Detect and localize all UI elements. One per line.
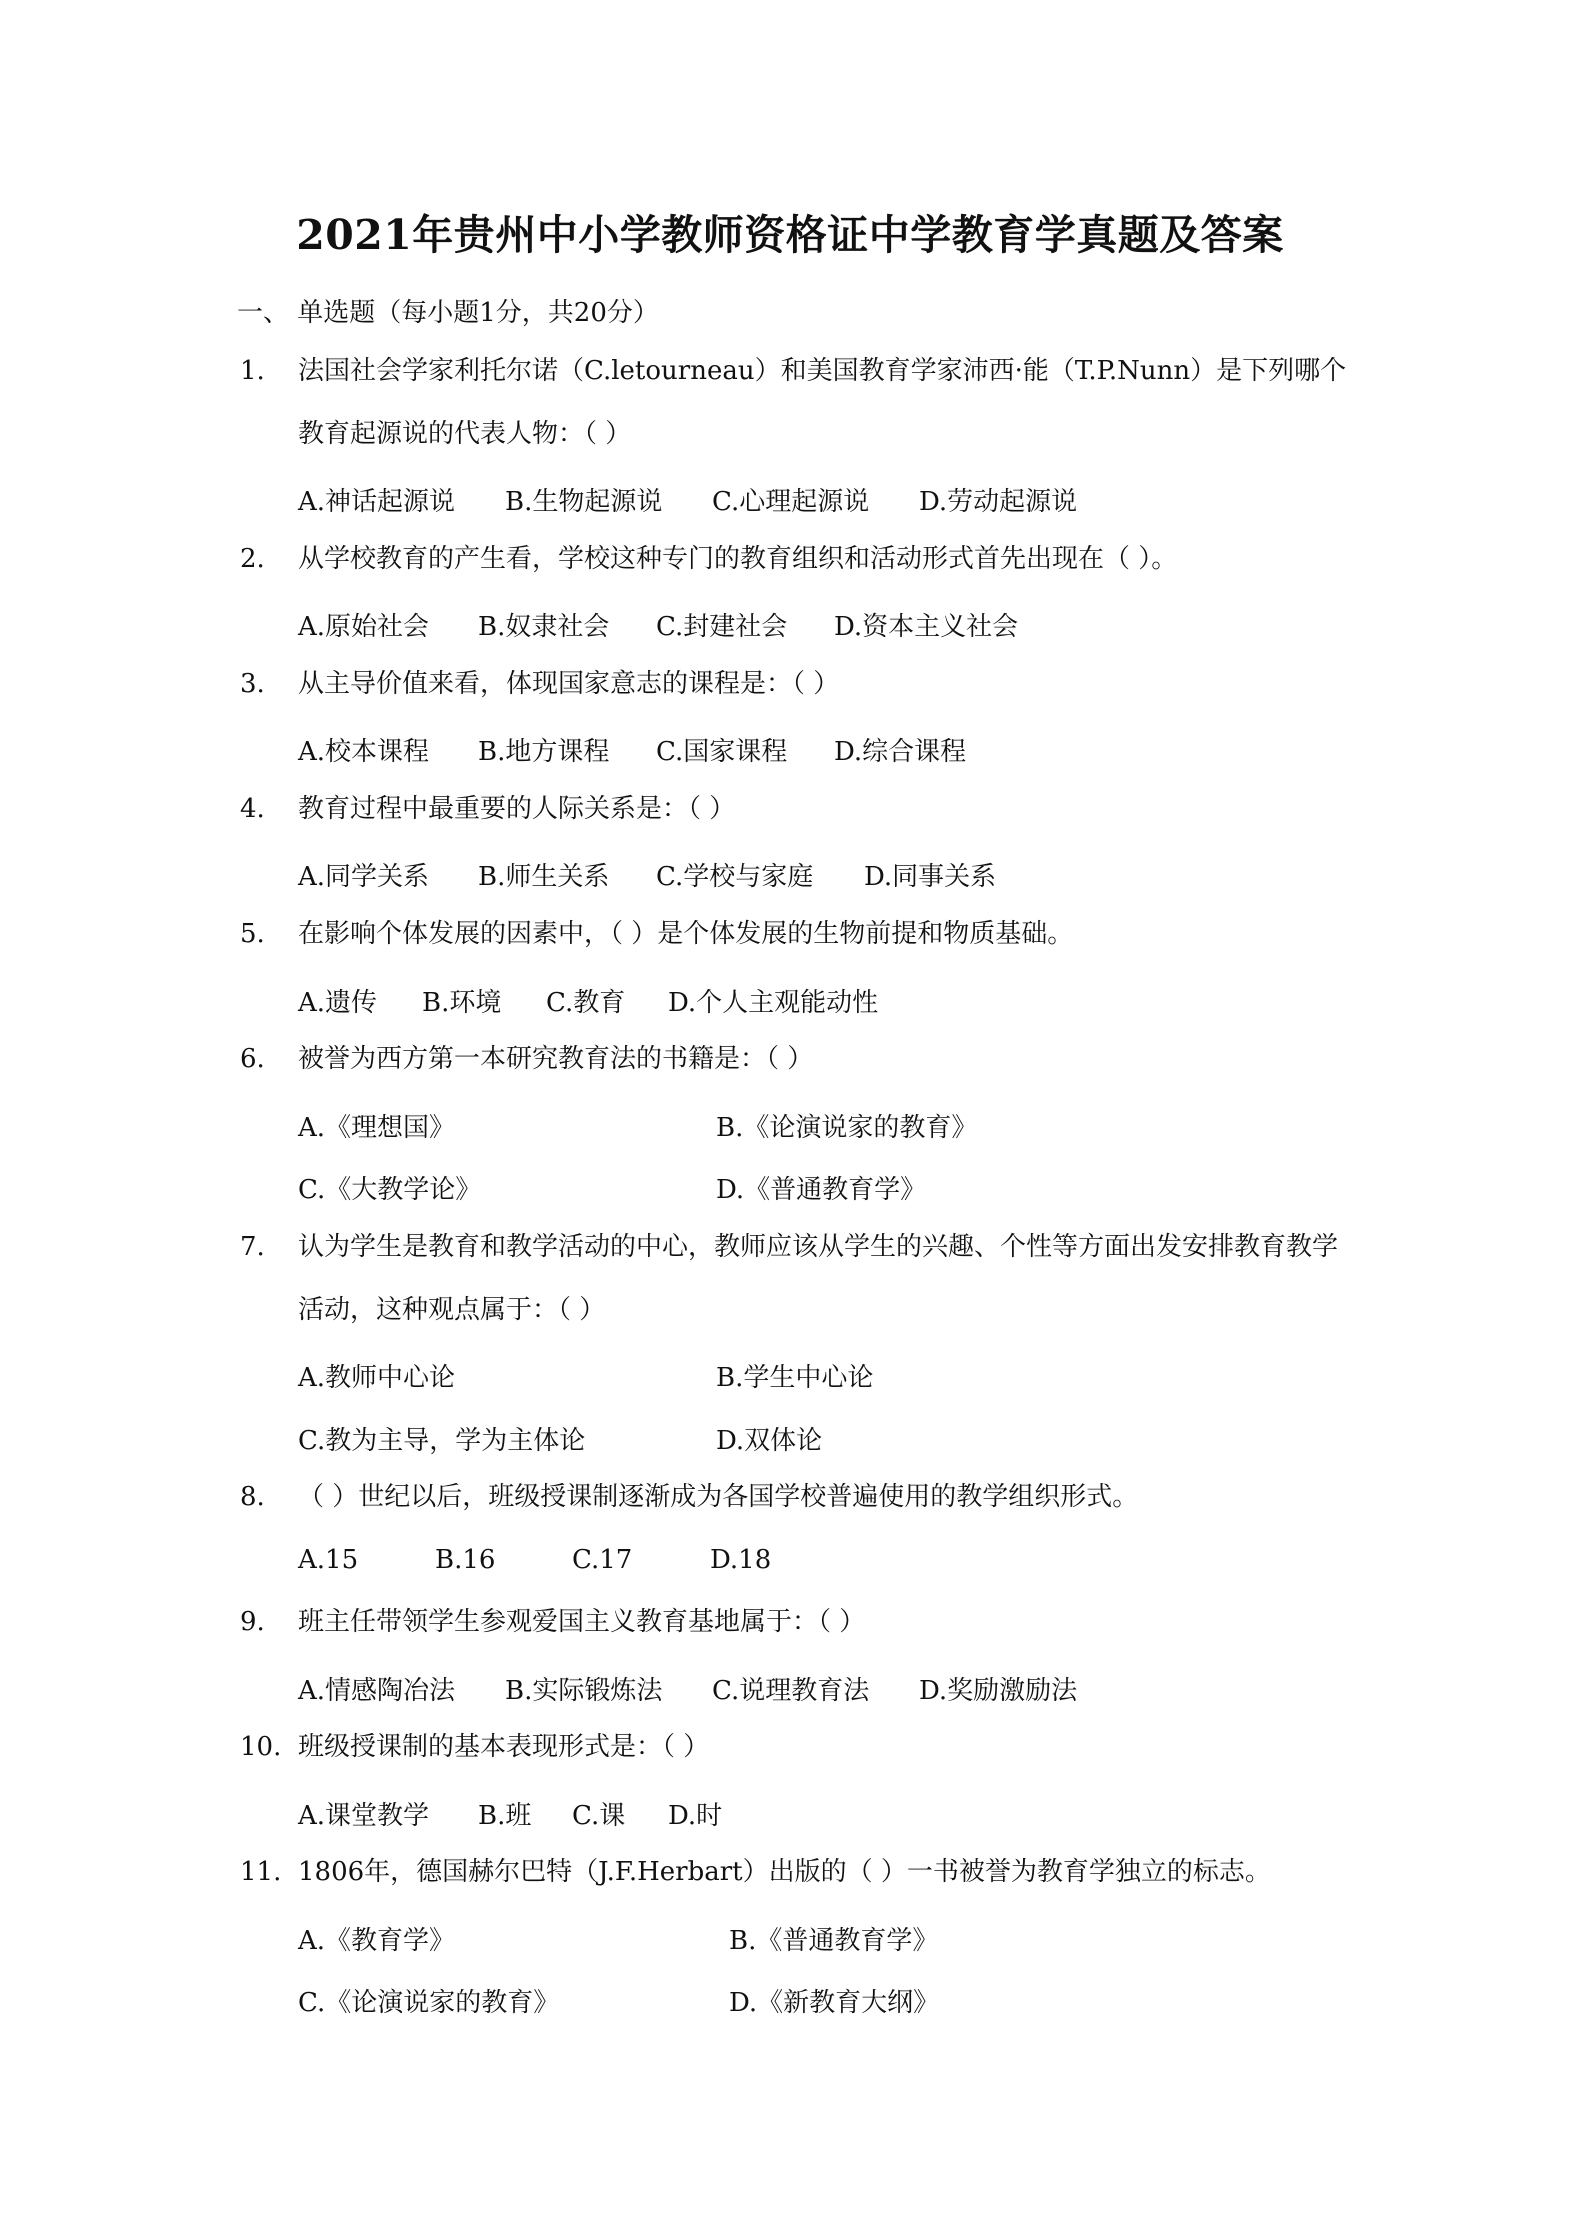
option-b: B.班 — [478, 1801, 532, 1831]
option-c: C.教育 — [546, 988, 626, 1018]
question-text: 教育过程中最重要的人际关系是：（ ） — [298, 794, 736, 824]
option-c: C.课 — [572, 1801, 626, 1831]
option-c: C.心理起源说 — [712, 487, 870, 517]
option-d: D.资本主义社会 — [834, 612, 1019, 642]
option-a: A.原始社会 — [298, 612, 430, 642]
question-text: 认为学生是教育和教学活动的中心，教师应该从学生的兴趣、个性等方面出发安排教育教学活动，这种观点属于：（ ） — [298, 1232, 1339, 1325]
option-d: D.个人主观能动性 — [668, 988, 879, 1018]
option-d: D.《普通教育学》 — [716, 1175, 927, 1205]
option-d: D.同事关系 — [864, 862, 997, 892]
question-text: 班级授课制的基本表现形式是：（ ） — [298, 1732, 710, 1762]
option-d: D.18 — [710, 1545, 772, 1575]
question-number: 9. — [240, 1607, 265, 1637]
question-text: 班主任带领学生参观爱国主义教育基地属于：（ ） — [298, 1607, 866, 1637]
question-number: 10. — [240, 1732, 282, 1762]
question-number: 11. — [240, 1857, 282, 1887]
question-text: 在影响个体发展的因素中，（ ）是个体发展的生物前提和物质基础。 — [298, 919, 1074, 949]
option-d: D.时 — [668, 1801, 723, 1831]
question-number: 4. — [240, 794, 265, 824]
option-b: B.《论演说家的教育》 — [716, 1113, 978, 1143]
question-number: 7. — [240, 1232, 265, 1262]
option-c: C.《论演说家的教育》 — [298, 1988, 560, 2018]
option-b: B.师生关系 — [478, 862, 610, 892]
question-number: 6. — [240, 1044, 265, 1074]
option-b: B.《普通教育学》 — [729, 1926, 939, 1956]
option-c: C.封建社会 — [656, 612, 788, 642]
option-d: D.综合课程 — [834, 737, 967, 767]
option-a: A.校本课程 — [298, 737, 430, 767]
option-a: A.情感陶冶法 — [298, 1676, 456, 1706]
option-d: D.《新教育大纲》 — [729, 1988, 940, 2018]
question-text: （ ）世纪以后，班级授课制逐渐成为各国学校普遍使用的教学组织形式。 — [298, 1482, 1139, 1512]
document-title: 2021年贵州中小学教师资格证中学教育学真题及答案 — [296, 211, 1284, 259]
option-a: A.神话起源说 — [298, 487, 456, 517]
question-text: 从主导价值来看，体现国家意志的课程是：（ ） — [298, 669, 840, 699]
question-text: 从学校教育的产生看，学校这种专门的教育组织和活动形式首先出现在（ ）。 — [298, 544, 1178, 574]
option-c: C.学校与家庭 — [656, 862, 814, 892]
question-text: 1806年，德国赫尔巴特（J.F.Herbart）出版的（ ）一书被誉为教育学独立的标志。 — [298, 1857, 1271, 1887]
option-c: C.说理教育法 — [712, 1676, 870, 1706]
question-text: 被誉为西方第一本研究教育法的书籍是：（ ） — [298, 1044, 814, 1074]
option-c: C.17 — [572, 1545, 633, 1575]
option-a: A.15 — [298, 1545, 359, 1575]
option-b: B.地方课程 — [478, 737, 610, 767]
option-b: B.生物起源说 — [505, 487, 663, 517]
option-b: B.实际锻炼法 — [505, 1676, 663, 1706]
option-b: B.16 — [435, 1545, 496, 1575]
option-a: A.《教育学》 — [298, 1926, 456, 1956]
section-heading: 一、 单选题（每小题1分，共20分） — [237, 298, 659, 328]
option-a: A.教师中心论 — [298, 1363, 456, 1393]
option-c: C.教为主导，学为主体论 — [298, 1426, 586, 1456]
question-number: 5. — [240, 919, 265, 949]
question-number: 2. — [240, 544, 265, 574]
question-number: 8. — [240, 1482, 265, 1512]
option-d: D.劳动起源说 — [919, 487, 1078, 517]
option-b: B.环境 — [422, 988, 502, 1018]
option-a: A.遗传 — [298, 988, 378, 1018]
option-a: A.同学关系 — [298, 862, 430, 892]
option-c: C.国家课程 — [656, 737, 788, 767]
option-d: D.奖励激励法 — [919, 1676, 1078, 1706]
option-c: C.《大教学论》 — [298, 1175, 482, 1205]
option-a: A.《理想国》 — [298, 1113, 456, 1143]
question-number: 1. — [240, 356, 265, 386]
option-d: D.双体论 — [716, 1426, 823, 1456]
option-b: B.奴隶社会 — [478, 612, 610, 642]
question-text: 法国社会学家利托尔诺（C.letourneau）和美国教育学家沛西·能（T.P.Nunn）是下列哪个教育起源说的代表人物：（ ） — [298, 356, 1347, 449]
option-b: B.学生中心论 — [716, 1363, 874, 1393]
question-number: 3. — [240, 669, 265, 699]
option-a: A.课堂教学 — [298, 1801, 430, 1831]
